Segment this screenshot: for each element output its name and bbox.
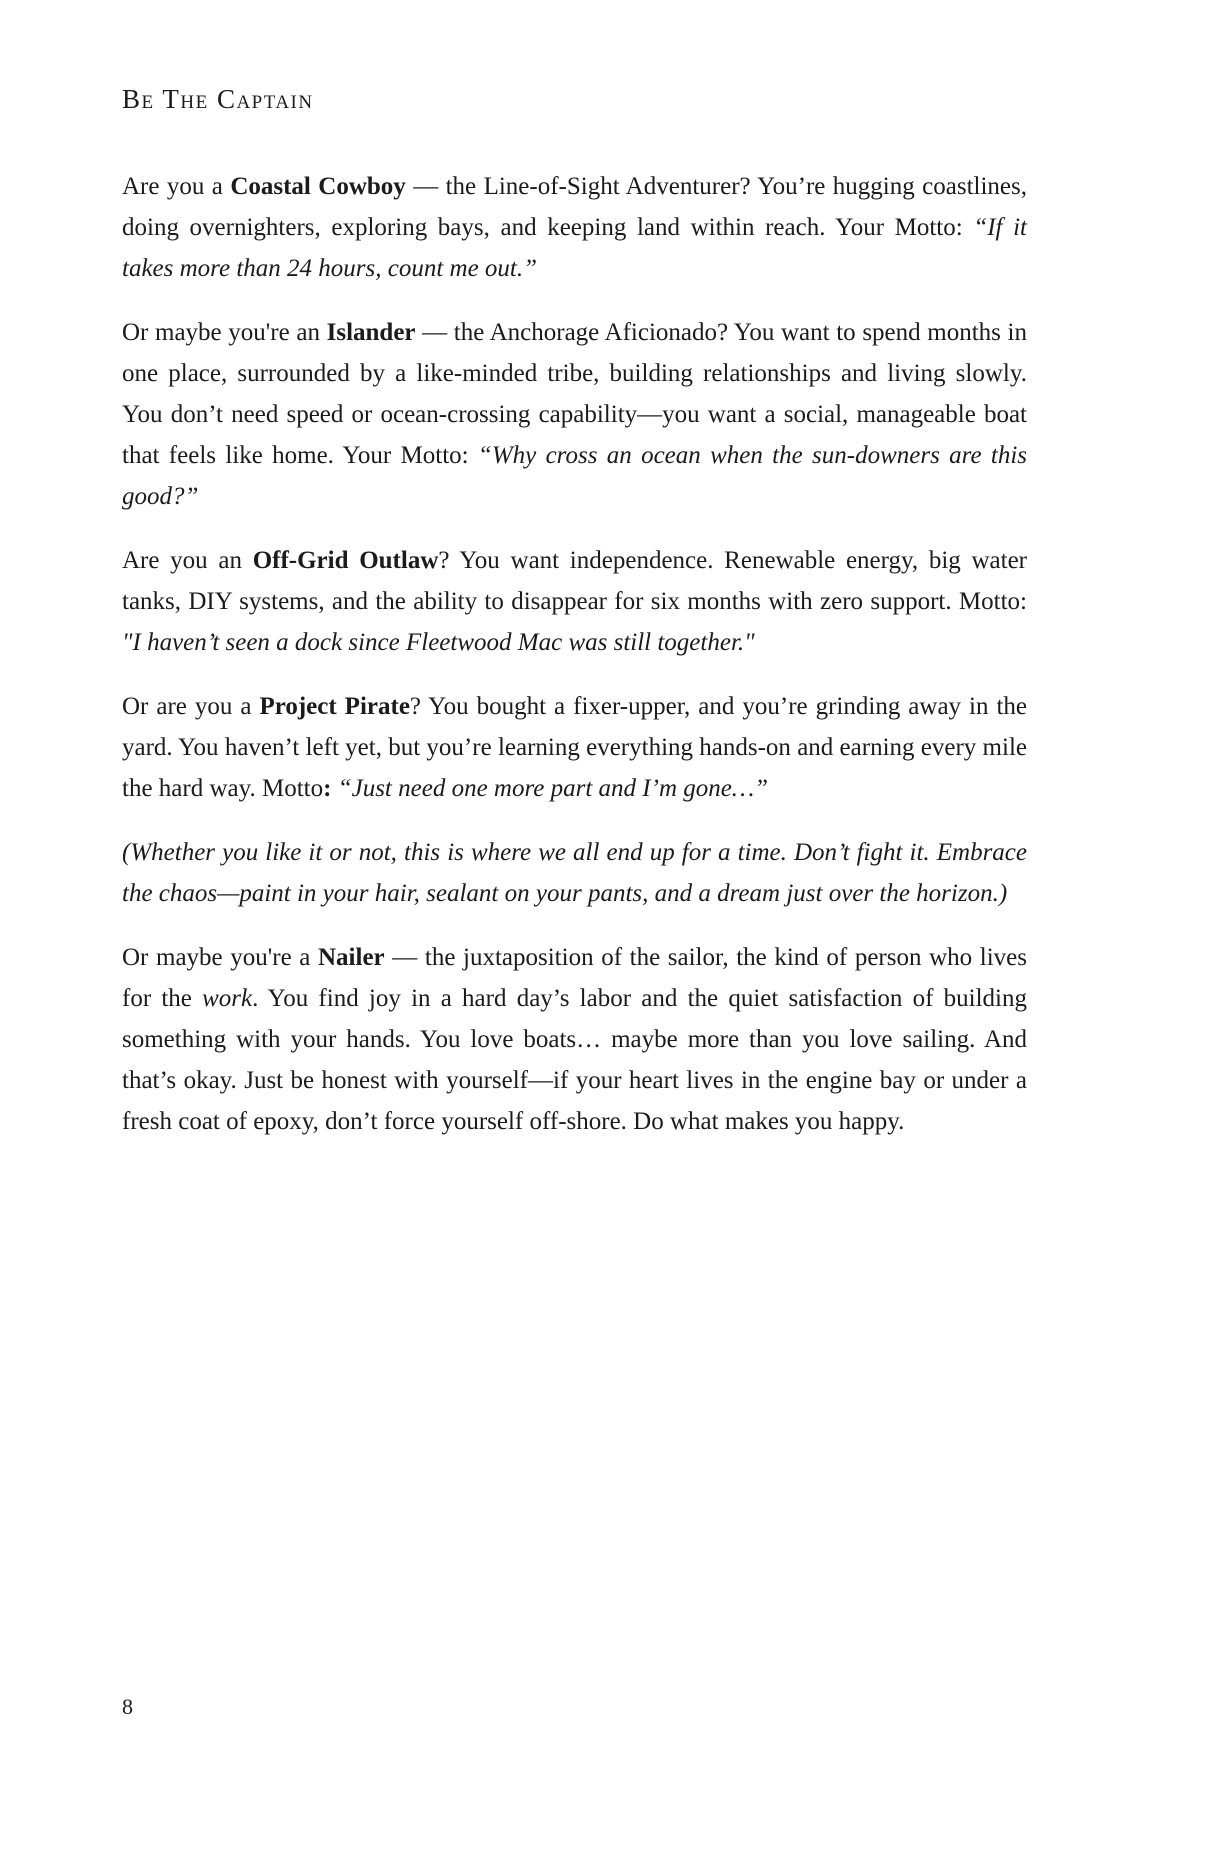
text-run: Or are you a xyxy=(122,693,260,720)
text-run: Are you an xyxy=(122,547,253,574)
text-run: — the Anchorage Aficionado? You want to spend months in one place, surrounded by a like-minded tribe, building relationships and living slowly. You don’t need speed or ocean-crossing capability—you want a social, manageable boat that feels like home. Your Motto: xyxy=(122,319,1027,469)
text-run: Or maybe you're an xyxy=(122,319,327,346)
paragraph xyxy=(122,312,1027,517)
text-run: “Why cross an ocean when the sun-downers are this good?” xyxy=(122,442,1027,510)
text-run: work xyxy=(202,985,253,1012)
text-run: Nailer xyxy=(318,944,385,971)
text-run: : xyxy=(323,775,332,802)
text-run: (Whether you like it or not, this is where we all end up for a time. Don’t fight it. Embrace the chaos—paint in your hair, sealant on your pants, and a dream just over the horizon.) xyxy=(122,839,1027,907)
text-run: . You find joy in a hard day’s labor and the quiet satisfaction of building something with your hands. You love boats… maybe more than you love sailing. And that’s okay. Just be honest with yourself—if your heart lives in the engine bay or under a fresh coat of epoxy, don’t force yourself off-shore. Do what makes you happy. xyxy=(122,985,1027,1135)
paragraph xyxy=(122,540,1027,663)
text-run: Off-Grid Outlaw xyxy=(252,547,439,574)
text-run: Coastal Cowboy xyxy=(230,173,406,200)
paragraph xyxy=(122,686,1027,809)
text-run: — the Line-of-Sight Adventurer? You’re hugging coastlines, doing overnighters, exploring bays, and keeping land within reach. Your Motto: xyxy=(122,173,1027,241)
paragraph xyxy=(122,166,1027,289)
text-run: ? You want independence. Renewable energy, big water tanks, DIY systems, and the ability to disappear for six months with zero support. Motto: xyxy=(122,547,1028,615)
text-run: Project Pirate xyxy=(259,693,410,720)
text-run: “If it takes more than 24 hours, count me out.” xyxy=(122,214,1027,282)
text-run: — the juxtaposition of the sailor, the kind of person who lives for the xyxy=(122,944,1027,1012)
text-run: Are you a xyxy=(122,173,231,200)
text-run: Islander xyxy=(326,319,416,346)
page-number: 8 xyxy=(122,1694,133,1719)
text-run: Or maybe you're a xyxy=(122,944,318,971)
page-body xyxy=(122,166,1027,1165)
paragraph xyxy=(122,937,1027,1142)
text-run: “Just need one more part and I’m gone…” xyxy=(337,775,768,802)
paragraph xyxy=(122,832,1027,914)
text-run: ? You bought a fixer-upper, and you’re grinding away in the yard. You haven’t left yet, but you’re learning everything hands-on and earning every mile the hard way. Motto xyxy=(122,693,1027,802)
running-header: Be The Captain xyxy=(122,84,314,114)
text-run: "I haven’t seen a dock since Fleetwood Mac was still together." xyxy=(122,629,755,656)
